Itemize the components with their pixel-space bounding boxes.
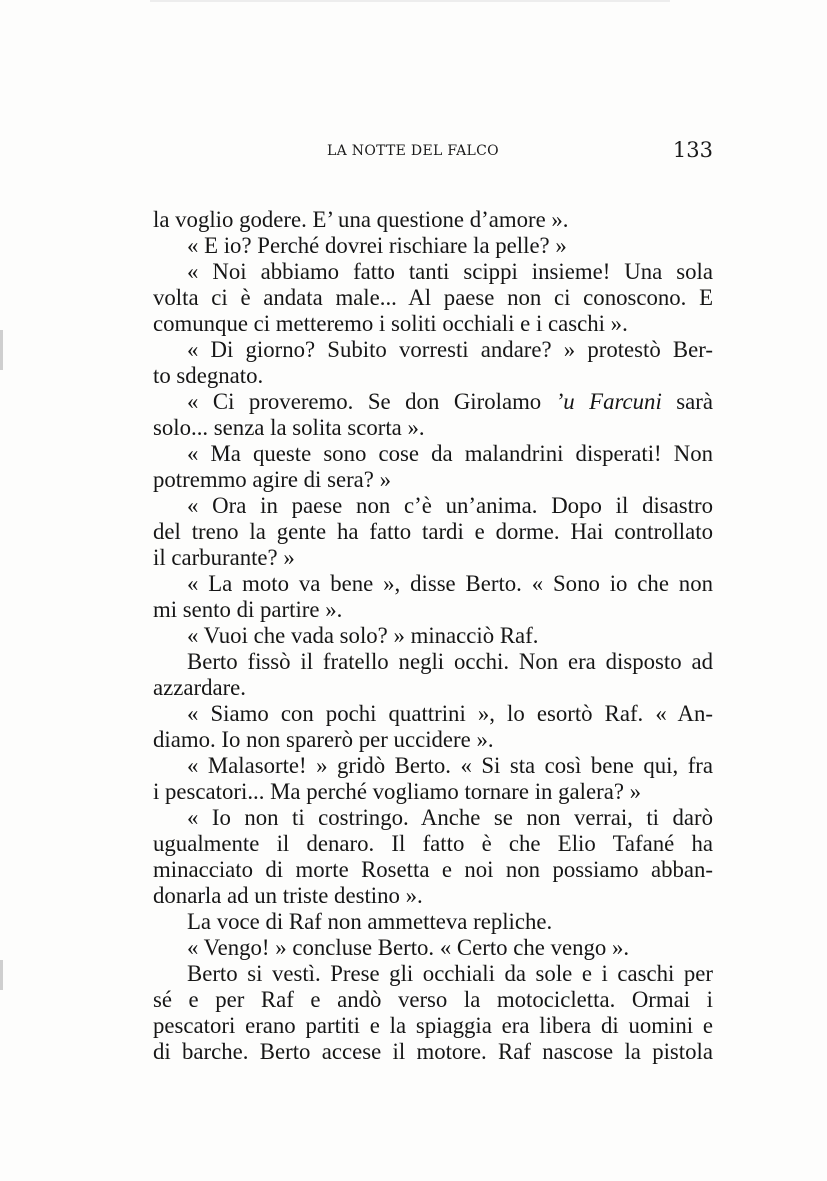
text-line: « Io non ti costringo. Anche se non verrai, ti darò [187, 805, 713, 830]
text-line: il carburante? » [153, 545, 295, 570]
body-text [153, 207, 713, 1065]
text-line: « E io? Perché dovrei rischiare la pelle? » [187, 233, 567, 258]
text-line: « Ora in paese non c’è un’anima. Dopo il disastro [187, 493, 713, 518]
page-number: 133 [672, 138, 713, 162]
text-line [153, 389, 713, 415]
text-line: ugualmente il denaro. Il fatto è che Elio Tafané ha [153, 831, 713, 856]
text-line: potremmo agire di sera? » [153, 467, 392, 492]
left-edge-mark [0, 330, 3, 370]
text-line: pescatori erano partiti e la spiaggia era libera di uomini e [153, 1013, 713, 1038]
text-line: minacciato di morte Rosetta e noi non possiamo abban- [153, 857, 713, 882]
left-edge-mark [0, 960, 3, 990]
running-title: LA NOTTE DEL FALCO [327, 143, 499, 159]
text-line: comunque ci metteremo i soliti occhiali e i caschi ». [153, 311, 628, 336]
text-line: volta ci è andata male... Al paese non ci conoscono. E [153, 285, 713, 310]
text-line: « Vuoi che vada solo? » minacciò Raf. [187, 623, 539, 648]
text-line: « Di giorno? Subito vorresti andare? » protestò Ber- [187, 337, 713, 362]
text-line: del treno la gente ha fatto tardi e dorme. Hai controllato [153, 519, 713, 544]
text-segment: « Ci proveremo. Se don Girolamo [187, 389, 556, 414]
text-line: Berto fissò il fratello negli occhi. Non era disposto ad [187, 649, 713, 674]
text-line: « Malasorte! » gridò Berto. « Si sta così bene qui, fra [187, 753, 713, 778]
text-line: solo... senza la solita scorta ». [153, 415, 425, 440]
text-line: Berto si vestì. Prese gli occhiali da sole e i caschi per [187, 961, 713, 986]
text-line: azzardare. [153, 675, 246, 700]
text-line: « Noi abbiamo fatto tanti scippi insieme! Una sola [187, 259, 713, 284]
text-line: i pescatori... Ma perché vogliamo tornare in galera? » [153, 779, 642, 804]
text-line: diamo. Io non sparerò per uccidere ». [153, 727, 494, 752]
running-head [153, 138, 713, 164]
text-line: « La moto va bene », disse Berto. « Sono io che non [187, 571, 713, 596]
text-line: sé e per Raf e andò verso la motocicletta. Ormai i [153, 987, 713, 1012]
text-line: « Ma queste sono cose da malandrini disperati! Non [187, 441, 713, 466]
text-line: donarla ad un triste destino ». [153, 883, 423, 908]
text-line: to sdegnato. [153, 363, 264, 388]
text-line: mi sento di partire ». [153, 597, 343, 622]
text-line: di barche. Berto accese il motore. Raf nascose la pistola [153, 1039, 713, 1064]
text-line: « Vengo! » concluse Berto. « Certo che vengo ». [187, 935, 630, 960]
text-line: La voce di Raf non ammetteva repliche. [187, 909, 553, 934]
text-line: la voglio godere. E’ una questione d’amore ». [153, 207, 569, 232]
text-line: « Siamo con pochi quattrini », lo esortò Raf. « An- [187, 701, 713, 726]
text-segment: sarà [661, 389, 713, 414]
top-edge-shadow [150, 0, 670, 2]
italic-segment: ’u Farcuni [555, 389, 662, 414]
